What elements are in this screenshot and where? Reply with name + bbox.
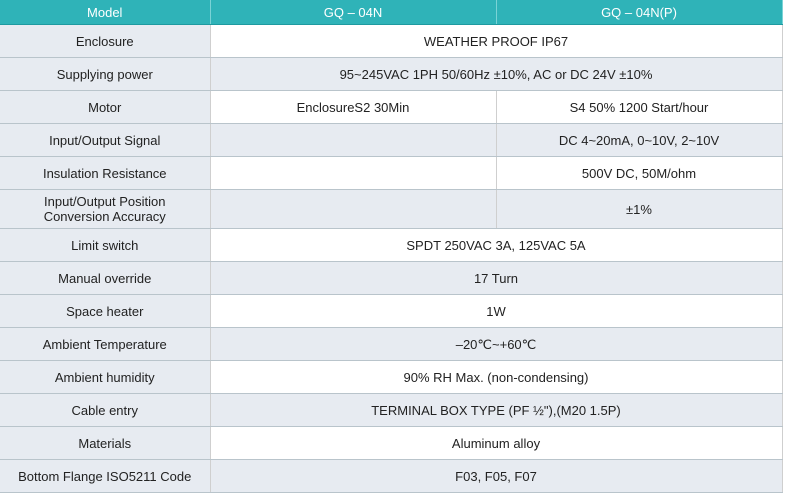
row-label: Manual override [0,262,210,295]
row-label: Cable entry [0,394,210,427]
row-label: Ambient Temperature [0,328,210,361]
row-label: Input/Output Signal [0,124,210,157]
header-gq04np: GQ – 04N(P) [496,0,782,25]
row-value: SPDT 250VAC 3A, 125VAC 5A [210,229,782,262]
row-materials [0,427,782,460]
row-label: Enclosure [0,25,210,58]
row-manual-override [0,262,782,295]
row-motor [0,91,782,124]
row-label: Bottom Flange ISO5211 Code [0,460,210,493]
row-value: Aluminum alloy [210,427,782,460]
row-value: –20℃~+60℃ [210,328,782,361]
row-value-gq04np: DC 4~20mA, 0~10V, 2~10V [496,124,782,157]
row-ambient-humidity [0,361,782,394]
row-space-heater [0,295,782,328]
row-cable-entry [0,394,782,427]
row-insulation-resistance [0,157,782,190]
row-bottom-flange [0,460,782,493]
row-value-gq04n [210,124,496,157]
row-value-gq04n [210,157,496,190]
header-gq04n: GQ – 04N [210,0,496,25]
row-value: 95~245VAC 1PH 50/60Hz ±10%, AC or DC 24V ±10% [210,58,782,91]
row-value: WEATHER PROOF IP67 [210,25,782,58]
row-label: Insulation Resistance [0,157,210,190]
row-label: Motor [0,91,210,124]
header-model: Model [0,0,210,25]
row-label: Limit switch [0,229,210,262]
row-limit-switch [0,229,782,262]
table-header-row [0,0,782,25]
row-label: Supplying power [0,58,210,91]
row-io-signal [0,124,782,157]
row-label: Ambient humidity [0,361,210,394]
row-value-gq04np: S4 50% 1200 Start/hour [496,91,782,124]
row-value-gq04n: EnclosureS2 30Min [210,91,496,124]
row-value-gq04np: 500V DC, 50M/ohm [496,157,782,190]
row-supplying-power [0,58,782,91]
row-value: 1W [210,295,782,328]
row-value: TERMINAL BOX TYPE (PF ½"),(M20 1.5P) [210,394,782,427]
row-label [0,190,210,229]
row-value: 17 Turn [210,262,782,295]
row-label-line2: Conversion Accuracy [43,209,166,224]
row-position-accuracy [0,190,782,229]
row-value-gq04n [210,190,496,229]
row-value: F03, F05, F07 [210,460,782,493]
row-ambient-temperature [0,328,782,361]
row-value: 90% RH Max. (non-condensing) [210,361,782,394]
row-value-gq04np: ±1% [496,190,782,229]
row-enclosure [0,25,782,58]
row-label-line1: Input/Output Position [44,194,166,209]
row-label: Space heater [0,295,210,328]
row-label: Materials [0,427,210,460]
